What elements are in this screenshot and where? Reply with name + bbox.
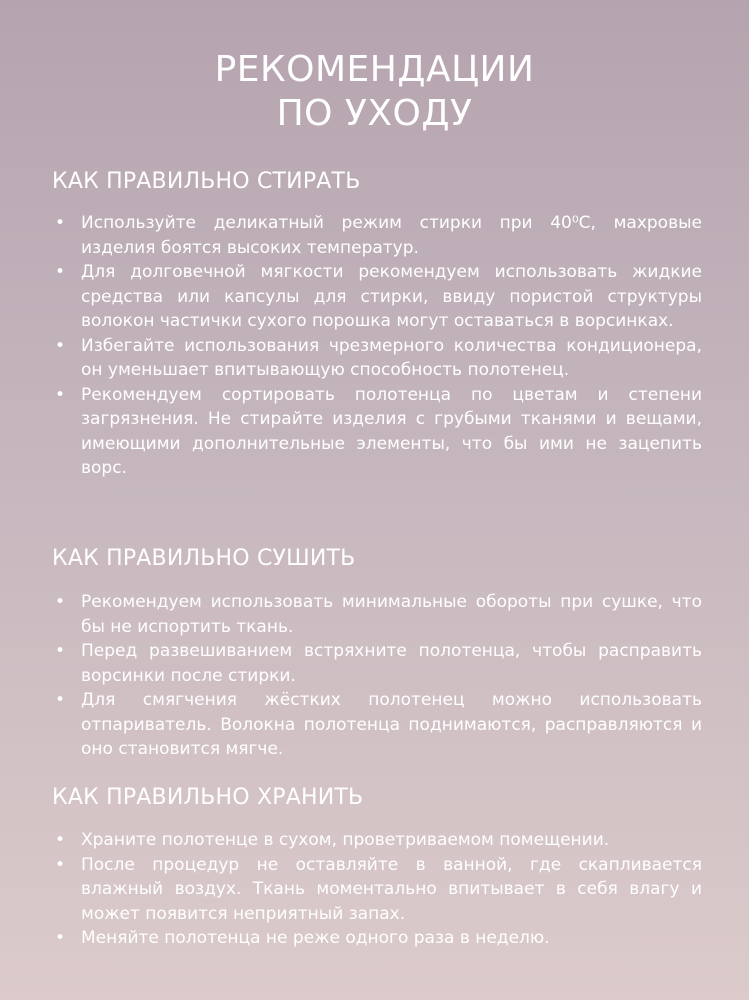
bullet-icon: •: [55, 830, 66, 850]
list-item-text: Для смягчения жёстких полотенец можно использовать отпариватель. Волокна полотенца поднимаются, расправляются и оно становится мягче.: [81, 690, 702, 759]
list-item-text: Избегайте использования чрезмерного количества кондиционера, он уменьшает впитывающую способность полотенец.: [81, 335, 702, 380]
section-heading-washing: КАК ПРАВИЛЬНО СТИРАТЬ: [52, 169, 361, 194]
bullet-icon: •: [55, 641, 66, 661]
section-storing: [52, 784, 702, 948]
list-item: [52, 853, 702, 927]
page-title-line-2: ПО УХОДУ: [276, 93, 473, 134]
list-item-text: Меняйте полотенца не реже одного раза в неделю.: [81, 928, 550, 948]
section-drying: [52, 545, 702, 759]
list-item: [52, 590, 702, 639]
list-item: [52, 334, 702, 383]
list-item-text: Храните полотенце в сухом, проветриваемом помещении.: [81, 830, 610, 850]
page-title-line-1: РЕКОМЕНДАЦИИ: [214, 49, 535, 90]
list-item: [52, 926, 702, 951]
list-item: [52, 828, 702, 853]
list-item: [52, 383, 702, 481]
bullet-icon: •: [55, 335, 66, 356]
list-item-text: Рекомендуем использовать минимальные обороты при сушке, что бы не испортить ткань.: [81, 592, 702, 637]
page-title: [0, 48, 749, 136]
bullet-icon: •: [55, 592, 66, 612]
bullet-icon: •: [55, 928, 66, 948]
list-item-text: Для долговечной мягкости рекомендуем использовать жидкие средства или капсулы для стирки, ввиду пористой структуры волокон частички сухого порошка могут оставаться в ворсинках.: [81, 262, 702, 331]
washing-list: [52, 211, 702, 481]
list-item-text: Рекомендуем сортировать полотенца по цветам и степени загрязнения. Не стирайте изделия с грубыми тканями и вещами, имеющими дополнительные элементы, что бы ими не зацепить ворс.: [81, 384, 702, 478]
bullet-icon: •: [55, 690, 66, 710]
list-item-text: Используйте деликатный режим стирки при 40⁰С, махровые изделия боятся высоких температур.: [81, 213, 702, 258]
bullet-icon: •: [55, 213, 66, 233]
list-item: [52, 260, 702, 334]
bullet-icon: •: [55, 262, 66, 282]
drying-list: [52, 590, 702, 762]
section-heading-drying: КАК ПРАВИЛЬНО СУШИТЬ: [52, 546, 356, 571]
list-item-text: Перед развешиванием встряхните полотенца, чтобы расправить ворсинки после стирки.: [81, 641, 702, 686]
storing-list: [52, 828, 702, 951]
list-item-text: После процедур не оставляйте в ванной, где скапливается влажный воздух. Ткань моментально впитывает в себя влагу и может появится неприятный запах.: [81, 854, 702, 924]
section-heading-storing: КАК ПРАВИЛЬНО ХРАНИТЬ: [52, 785, 364, 810]
section-washing: [52, 168, 702, 478]
bullet-icon: •: [55, 384, 66, 405]
list-item: [52, 639, 702, 688]
list-item: [52, 688, 702, 762]
list-item: [52, 211, 702, 260]
bullet-icon: •: [55, 854, 66, 875]
